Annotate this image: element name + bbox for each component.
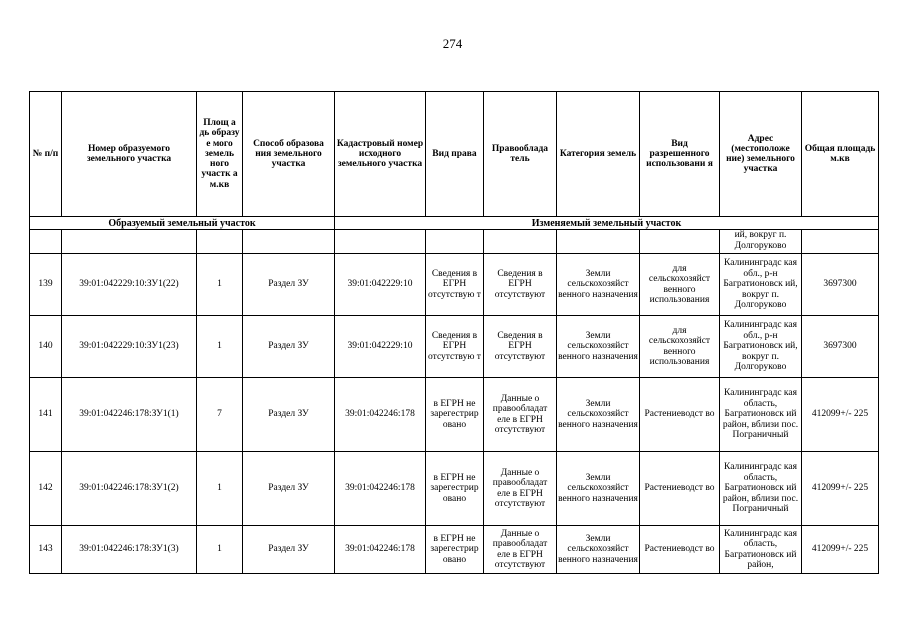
header-formation-method: Способ образова ния земельного участка — [243, 92, 335, 217]
cell-use: Растениеводст во — [640, 378, 720, 452]
cell-number: 141 — [30, 378, 62, 452]
land-parcels-table — [29, 91, 879, 574]
table-row — [30, 526, 879, 574]
cell-method: Раздел ЗУ — [243, 378, 335, 452]
cell-area: 1 — [197, 254, 243, 316]
header-number: № п/п — [30, 92, 62, 217]
cell-category: Земли сельскохозяйст венного назначения — [557, 378, 640, 452]
cell-use: для сельскохозяйст венного использования — [640, 254, 720, 316]
cell-method: Раздел ЗУ — [243, 254, 335, 316]
cell-right: в ЕГРН не зарегестрир овано — [426, 452, 484, 526]
header-address: Адрес (местоположе ние) земельного участка — [720, 92, 802, 217]
cell-parcel: 39:01:042246:178:ЗУ1(1) — [62, 378, 197, 452]
cell-area: 1 — [197, 452, 243, 526]
cell-method: Раздел ЗУ — [243, 452, 335, 526]
cell-right: в ЕГРН не зарегестрир овано — [426, 378, 484, 452]
header-permitted-use: Вид разрешенного использовани я — [640, 92, 720, 217]
header-area: Площ а дь образу е мого земель ного участк а м.кв — [197, 92, 243, 217]
cell-cadastral: 39:01:042246:178 — [335, 452, 426, 526]
cell-holder: Данные о правообладат еле в ЕГРН отсутствуют — [484, 452, 557, 526]
cell-holder: Данные о правообладат еле в ЕГРН отсутствуют — [484, 526, 557, 574]
page-number: 274 — [442, 36, 463, 51]
cell-holder: Сведения в ЕГРН отсутствуют — [484, 254, 557, 316]
cell-holder: Данные о правообладат еле в ЕГРН отсутствуют — [484, 378, 557, 452]
table-row — [30, 452, 879, 526]
cell-right: Сведения в ЕГРН отсутствую т — [426, 316, 484, 378]
cell-number: 139 — [30, 254, 62, 316]
header-land-category: Категория земель — [557, 92, 640, 217]
cell-category: Земли сельскохозяйст венного назначения — [557, 316, 640, 378]
cell-right: в ЕГРН не зарегестрир овано — [426, 526, 484, 574]
cell-area: 7 — [197, 378, 243, 452]
cell-area: 1 — [197, 526, 243, 574]
header-right-holder: Правооблада тель — [484, 92, 557, 217]
cell-address: Калининградс кая область, Багратионовск ий район, — [720, 526, 802, 574]
cell-total-area: 412099+/- 225 — [802, 452, 879, 526]
cell-parcel: 39:01:042229:10:ЗУ1(22) — [62, 254, 197, 316]
continuation-address: ий, вокруг п. Долгоруково — [720, 230, 802, 254]
table-header-row — [30, 92, 879, 217]
table-row — [30, 378, 879, 452]
cell-use: Растениеводст во — [640, 526, 720, 574]
cell-category: Земли сельскохозяйст венного назначения — [557, 526, 640, 574]
cell-address: Калининградс кая обл., р-н Багратионовск ий, вокруг п. Долгоруково — [720, 254, 802, 316]
continuation-row — [30, 230, 879, 254]
cell-parcel: 39:01:042246:178:ЗУ1(3) — [62, 526, 197, 574]
header-parcel-number: Номер образуемого земельного участка — [62, 92, 197, 217]
cell-use: для сельскохозяйст венного использования — [640, 316, 720, 378]
cell-area: 1 — [197, 316, 243, 378]
table-row — [30, 254, 879, 316]
cell-cadastral: 39:01:042246:178 — [335, 526, 426, 574]
cell-holder: Сведения в ЕГРН отсутствуют — [484, 316, 557, 378]
cell-number: 143 — [30, 526, 62, 574]
header-total-area: Общая площадь м.кв — [802, 92, 879, 217]
cell-use: Растениеводст во — [640, 452, 720, 526]
header-cadastral-number: Кадастровый номер исходного земельного участка — [335, 92, 426, 217]
cell-parcel: 39:01:042229:10:ЗУ1(23) — [62, 316, 197, 378]
cell-total-area: 412099+/- 225 — [802, 378, 879, 452]
cell-address: Калининградс кая область, Багратионовск ий район, вблизи пос. Пограничный — [720, 378, 802, 452]
cell-total-area: 412099+/- 225 — [802, 526, 879, 574]
cell-cadastral: 39:01:042229:10 — [335, 316, 426, 378]
table-row — [30, 316, 879, 378]
cell-total-area: 3697300 — [802, 316, 879, 378]
cell-number: 140 — [30, 316, 62, 378]
cell-parcel: 39:01:042246:178:ЗУ1(2) — [62, 452, 197, 526]
cell-address: Калининградс кая область, Багратионовск ий район, вблизи пос. Пограничный — [720, 452, 802, 526]
cell-number: 142 — [30, 452, 62, 526]
cell-method: Раздел ЗУ — [243, 316, 335, 378]
cell-total-area: 3697300 — [802, 254, 879, 316]
cell-right: Сведения в ЕГРН отсутствую т — [426, 254, 484, 316]
header-right-type: Вид права — [426, 92, 484, 217]
section-changed-parcel: Изменяемый земельный участок — [335, 217, 879, 230]
cell-method: Раздел ЗУ — [243, 526, 335, 574]
cell-category: Земли сельскохозяйст венного назначения — [557, 452, 640, 526]
section-formed-parcel: Образуемый земельный участок — [30, 217, 335, 230]
cell-address: Калининградс кая обл., р-н Багратионовск ий, вокруг п. Долгоруково — [720, 316, 802, 378]
cell-cadastral: 39:01:042246:178 — [335, 378, 426, 452]
cell-cadastral: 39:01:042229:10 — [335, 254, 426, 316]
cell-category: Земли сельскохозяйст венного назначения — [557, 254, 640, 316]
section-row — [30, 217, 879, 230]
